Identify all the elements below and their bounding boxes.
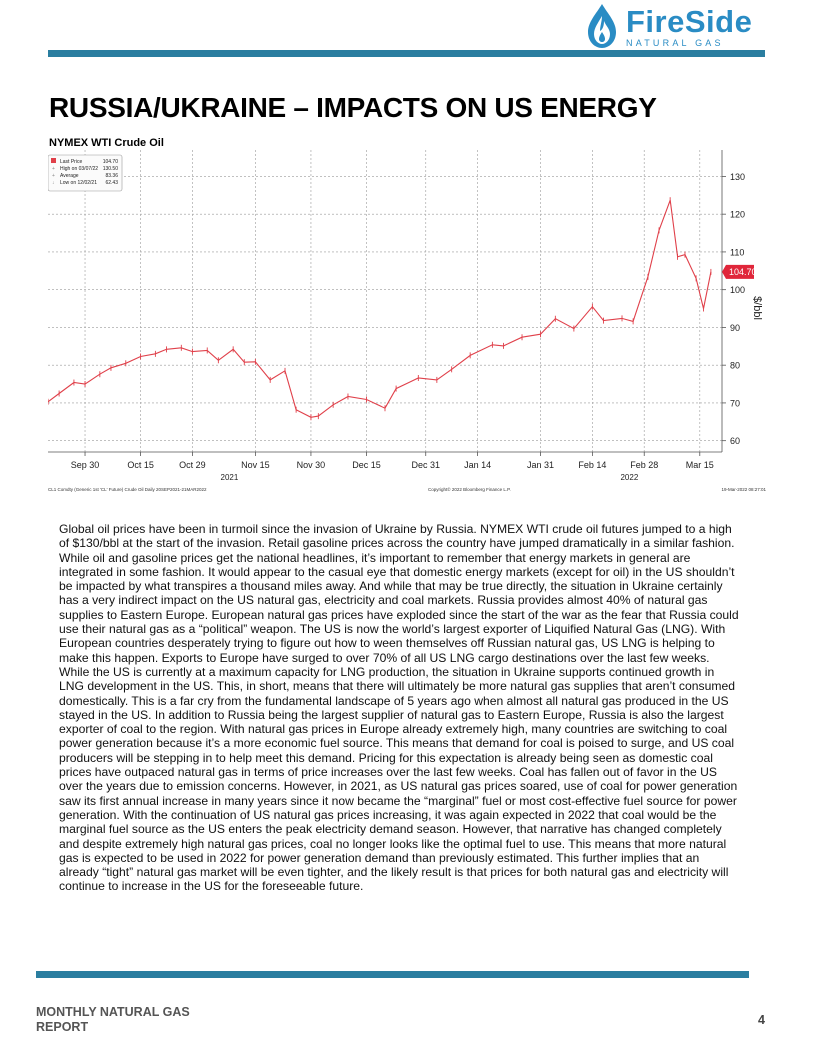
report-name: MONTHLY NATURAL GAS REPORT <box>36 1005 190 1034</box>
x-tick-label: Nov 30 <box>296 460 326 470</box>
last-price-value: 104.70 <box>729 267 757 278</box>
legend-marker: ↓ <box>52 180 55 186</box>
legend-value: 130.50 <box>102 166 118 172</box>
x-tick-label: Oct 29 <box>179 460 206 470</box>
legend-marker: + <box>52 166 55 172</box>
fireside-logo <box>582 2 772 50</box>
legend-value: 62.43 <box>105 180 118 186</box>
x-tick-label: Oct 15 <box>127 460 154 470</box>
y-tick-label: 90 <box>730 322 741 333</box>
x-tick-label: Sep 30 <box>70 460 100 470</box>
legend-label: Low on 12/02/21 <box>60 180 97 186</box>
legend-label: High on 03/07/22 <box>60 166 99 172</box>
x-tick-label: Feb 28 <box>630 460 659 470</box>
legend-value: 83.36 <box>105 173 118 179</box>
x-tick-label: Mar 15 <box>685 460 714 470</box>
footer-rule <box>36 971 749 978</box>
page-number: 4 <box>758 1013 765 1027</box>
chart-source-note: CL1 Comdty (Generic 1st 'CL' Future) Crude Oil Daily 20SEP2021-21MAR2022 <box>48 487 207 492</box>
x-tick-label: Jan 31 <box>527 460 555 470</box>
flame-droplet-icon <box>582 2 622 50</box>
y-axis-label: $/bbl <box>751 296 763 320</box>
x-tick-label: Dec 15 <box>352 460 381 470</box>
page-title: RUSSIA/UKRAINE – IMPACTS ON US ENERGY <box>49 92 657 123</box>
chart-copyright: Copyright© 2022 Bloomberg Finance L.P. <box>428 487 511 492</box>
chart-heading: NYMEX WTI Crude Oil <box>49 137 164 149</box>
chart-timestamp: 19-Mar-2022 08:27:01 <box>721 487 766 492</box>
legend-label: Average <box>60 173 79 179</box>
x-tick-label: Dec 31 <box>411 460 441 470</box>
y-tick-label: 120 <box>730 209 746 220</box>
legend-value: 104.70 <box>102 159 118 165</box>
legend-label: Last Price <box>60 159 83 165</box>
year-label: 2021 <box>220 473 239 482</box>
y-tick-label: 60 <box>730 436 741 447</box>
y-tick-label: 70 <box>730 398 741 409</box>
legend-swatch-last <box>51 158 56 163</box>
x-tick-label: Jan 14 <box>464 460 492 470</box>
y-tick-label: 110 <box>730 247 745 258</box>
y-tick-label: 130 <box>730 171 746 182</box>
legend-marker: + <box>52 173 55 179</box>
article-body: Global oil prices have been in turmoil since the invasion of Ukraine by Russia. NYMEX WTI crude oil futures jumped to a high of $130/bbl at the start of the invasion. Retail gasoline prices across the country have jumped dramatically in a similar fashion. While oil and gasoline prices get the national headlines, it’s important to remember that energy markets in general are integrated in some fashion. It would appear to the casual eye that domestic energy markets (except for oil) in the US shouldn’t be impacted by what transpires a thousand miles away. And while that may be true directly, the situation in Ukraine certainly has a very indirect impact on the US natural gas, electricity and coal markets. Russia provides almost 40% of natural gas supplies to Eastern Europe. European natural gas prices have exploded since the start of the war as the fear that Russia could use their natural gas as a “political” weapon. The US is now the world’s largest exporter of Liquified Natural Gas (LNG). With European countries desperately trying to figure out how to ween themselves off Russian natural gas, US LNG is helping to make this happen. Exports to Europe have surged to over 70% of all US LNG cargo destinations over the last few weeks. While the US is currently at a maximum capacity for LNG production, the situation in Ukraine supports continued growth in LNG development in the US. This, in short, means that there will ultimately be more natural gas supplies that aren’t consumed domestically. This is a far cry from the fundamental landscape of 5 years ago when almost all natural gas produced in the US stayed in the US. In addition to Russia being the largest supplier of natural gas to Eastern Europe, Russia is also the largest exporter of coal to the region. With natural gas prices in Europe already extremely high, many countries are switching to coal power generation because it’s a more economic fuel source. This means that demand for coal is poised to surge, and US coal producers will be stepping in to help meet this demand. Pricing for this expectation is already being seen as domestic coal prices have outpaced natural gas in terms of price increases over the last few weeks. Coal has fallen out of favor in the US over the years due to emission concerns. However, in 2021, as US natural gas prices soared, use of coal for power generation saw its first annual increase in many years since it now became the “marginal” fuel or most cost-effective fuel source for power generation. With the continuation of US natural gas prices increasing, it was again expected in 2022 that coal would be the marginal fuel source as the US enters the peak electricity demand season. However, that narrative has changed completely and despite extremely high natural gas prices, coal no longer looks like the optimal fuel to use. This means that more natural gas is expected to be used in 2022 for power generation demand than previously estimated. This further implies that an already “tight” natural gas market will be even tighter, and the likely result is that prices for both natural gas and electricity will continue to increase in the US for the foreseeable future. <box>59 522 739 894</box>
y-tick-label: 80 <box>730 360 741 371</box>
logo-subtitle: NATURAL GAS <box>626 38 724 48</box>
header-rule <box>48 50 765 57</box>
chart-background <box>48 150 770 495</box>
x-tick-label: Nov 15 <box>241 460 270 470</box>
x-tick-label: Feb 14 <box>578 460 607 470</box>
y-tick-label: 100 <box>730 285 746 296</box>
wti-price-chart <box>48 150 770 495</box>
year-label: 2022 <box>620 473 639 482</box>
chart-legend <box>48 155 122 191</box>
logo-name: FireSide <box>626 4 753 39</box>
last-price-tag <box>722 265 757 279</box>
